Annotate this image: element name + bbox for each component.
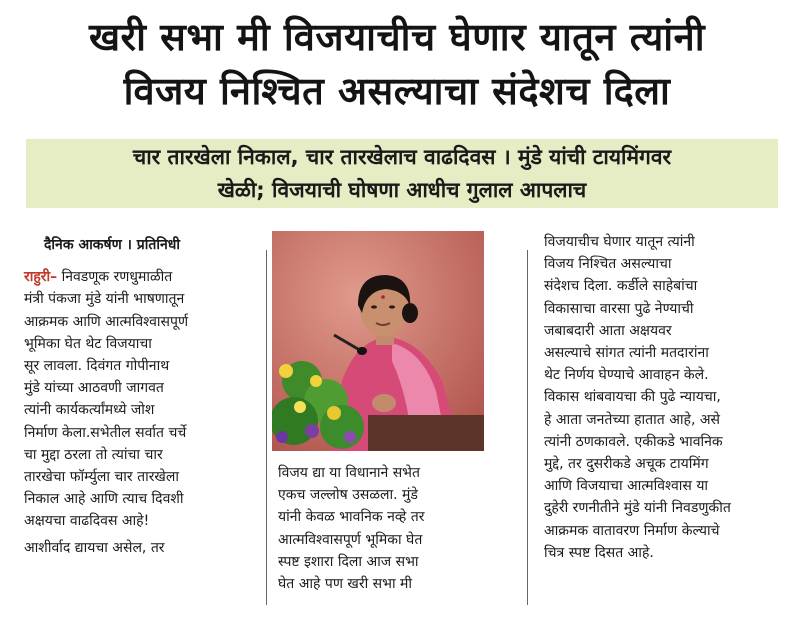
- column-1-text: निवडणूक रणधुमाळीत मंत्री पंकजा मुंडे यांनी भाषणातून आक्रमक आणि आत्मविश्वासपूर्ण भूमिका घेत थेट विजयाचा सूर लावला. दिवंगत गोपीनाथ मुंडे यांच्या आठवणी जागवत त्यांनी कार्यकर्त्यांमध्ये जोश निर्माण केला.सभेतील सर्वात चर्चे चा मुद्दा ठरला तो त्यांचा चार तारखेचा फॉर्म्युला चार तारखेला निकाल आहे आणि त्याच दिवशी अक्षयचा वाढदिवस आहे!: [24, 269, 189, 530]
- article-column-1: [24, 234, 260, 559]
- photo-illustration: [272, 231, 484, 451]
- dateline: राहुरी–: [24, 269, 58, 286]
- headline-line-1: खरी सभा मी विजयाचीच घेणार यातून त्यांनी: [88, 15, 706, 59]
- byline: दैनिक आकर्षण । प्रतिनिधी: [44, 237, 180, 253]
- speaker-at-podium-photo: [272, 231, 484, 451]
- article-paragraph: [24, 266, 260, 532]
- column-1-end-text: आशीर्वाद द्यायचा असेल, तर: [24, 539, 165, 556]
- subheadline: [26, 139, 778, 208]
- article-column-3: विजयाचीच घेणार यातून त्यांनी विजय निश्चित असल्याचा संदेशच दिला. कर्डीले साहेबांचा विकासाचा वारसा पुढे नेण्याची जबाबदारी आता अक्षयवर असल्याचे सांगत त्यांनी मतदारांना थेट निर्णय घेण्याचे आवाहन केले. विकास थांबवायचा की पुढे न्यायचा, हे आता जनतेच्या हातात आहे, असे त्यांनी ठणकावले. एकीकडे भावनिक मुद्दे, तर दुसरीकडे अचूक टायमिंग आणि विजयाचा आत्मविश्वास या दुहेरी रणनीतीने मुंडे यांनी निवडणुकीत आक्रमक वातावरण निर्माण केल्याचे चित्र स्पष्ट दिसत आहे.: [544, 234, 731, 561]
- subheadline-line-1: चार तारखेला निकाल, चार तारखेलाच वाढदिवस । मुंडे यांची टायमिंगवर: [132, 145, 672, 169]
- column-divider: [527, 250, 528, 605]
- article-column-2: विजय द्या या विधानाने सभेत एकच जल्लोष उसळला. मुंडे यांनी केवळ भावनिक नव्हे तर आत्मविश्वासपूर्ण भूमिका घेत स्पष्ट इशारा दिला आज सभा घेत आहे पण खरी सभा मी: [278, 465, 425, 593]
- headline-line-2: विजय निश्चित असल्याचा संदेशच दिला: [123, 69, 671, 113]
- subheadline-line-2: खेळी; विजयाची घोषणा आधीच गुलाल आपलाच: [217, 178, 587, 202]
- headline: [0, 10, 794, 118]
- column-divider: [266, 250, 267, 605]
